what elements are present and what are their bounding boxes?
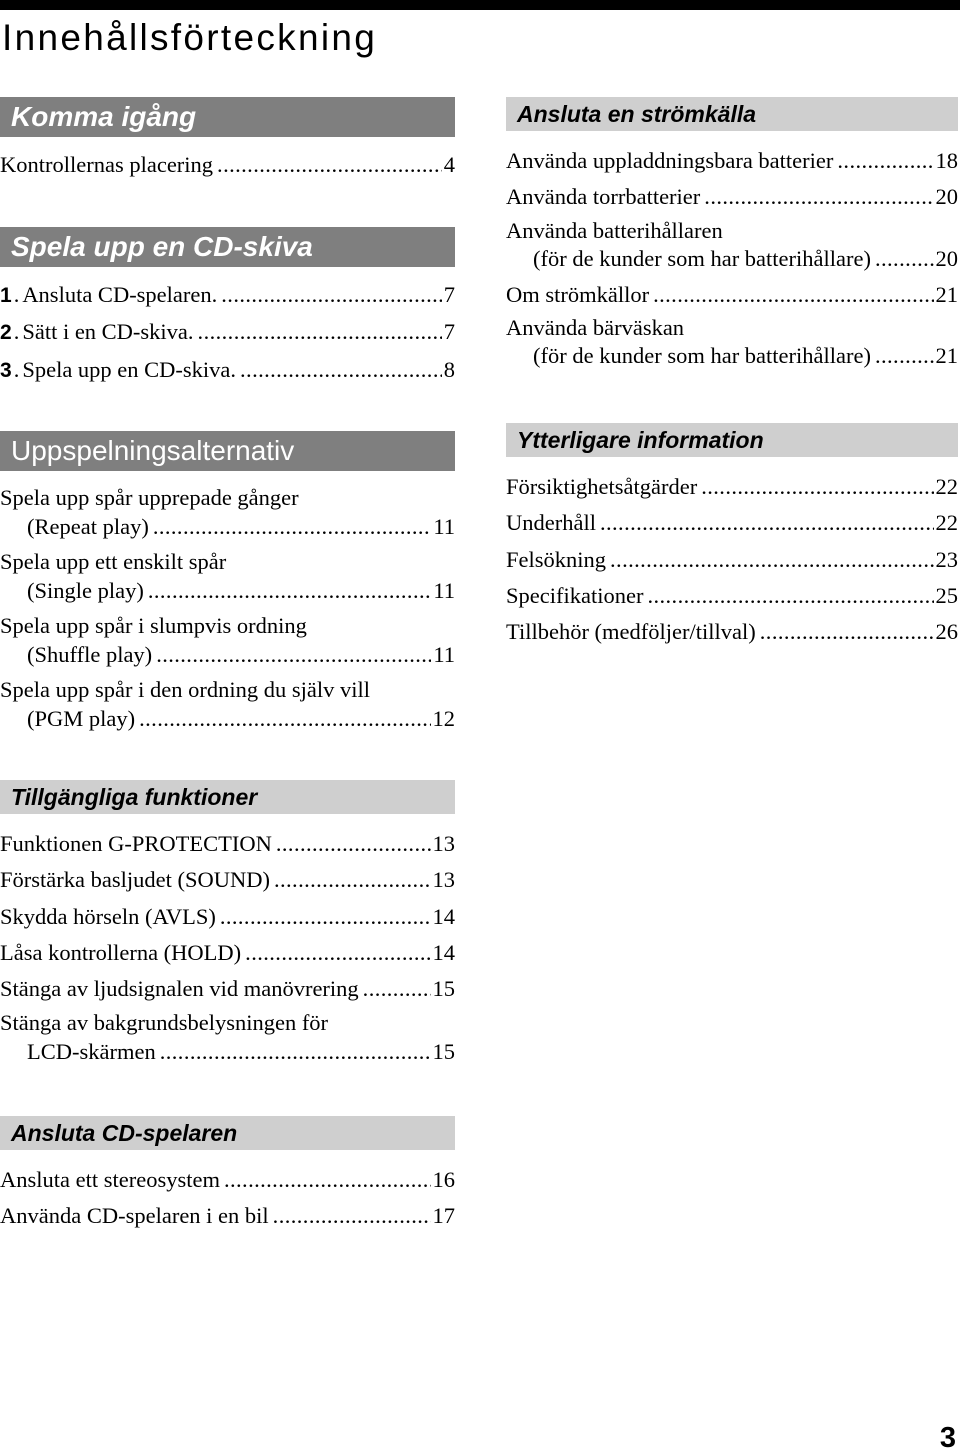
entry-title: Försiktighetsåtgärder [506, 474, 698, 499]
toc-entry[interactable] [0, 481, 455, 545]
entry-page: 13 [432, 867, 455, 893]
toc-entry[interactable] [0, 899, 455, 935]
section-ytterligare-information [506, 423, 958, 650]
entry-page: 21 [935, 343, 958, 369]
toc-entry[interactable] [0, 862, 455, 898]
dot-leader [274, 862, 431, 898]
section-heading: Uppspelningsalternativ [0, 431, 455, 471]
entry-title: Spela upp spår i slumpvis ordning [0, 613, 307, 638]
toc-entry[interactable] [0, 971, 455, 1007]
entry-title: Stänga av bakgrundsbelysningen för [0, 1010, 329, 1036]
entry-title: Stänga av ljudsignalen vid manövrering [0, 976, 359, 1002]
toc-entry[interactable] [506, 216, 958, 277]
section-heading: Ansluta en strömkälla [506, 97, 958, 131]
entry-page: 4 [443, 152, 455, 177]
section-heading: Ytterligare information [506, 423, 958, 457]
entry-page: 14 [432, 939, 455, 965]
toc-entry[interactable] [0, 1162, 455, 1198]
entry-page: 20 [935, 246, 958, 272]
toc-entry[interactable] [506, 179, 958, 215]
step-number: 3 [0, 358, 12, 382]
section-spela-upp [0, 227, 455, 389]
entry-title: Kontrollernas placering [0, 152, 214, 177]
toc-entry[interactable] [0, 673, 455, 737]
entry-page: 7 [443, 319, 455, 345]
dot-leader [220, 899, 431, 935]
entry-title: Sätt i en CD-skiva. [22, 319, 194, 345]
toc-entry[interactable] [0, 609, 455, 673]
toc-entry[interactable] [0, 147, 455, 183]
section-heading: Ansluta CD-spelaren [0, 1116, 455, 1150]
entry-page: 17 [432, 1203, 455, 1229]
dot-leader [610, 542, 933, 578]
entry-title: Använda torrbatterier [506, 184, 701, 210]
step-number: 1 [0, 284, 12, 307]
dot-leader [363, 971, 431, 1007]
entry-subtitle: (för de kunder som har batterihållare) [533, 246, 871, 272]
toc-entry[interactable] [506, 542, 958, 578]
section-heading: Tillgängliga funktioner [0, 780, 455, 814]
toc-entry[interactable] [506, 313, 958, 375]
entry-page: 8 [443, 356, 455, 382]
dot-leader [875, 342, 934, 371]
entry-title: Använda bärväskan [506, 314, 685, 340]
entry-subtitle: (Single play) [27, 577, 144, 603]
toc-entry[interactable] [506, 469, 958, 505]
toc-entry[interactable] [0, 1198, 455, 1234]
entry-page: 22 [935, 510, 958, 536]
page-title: Innehållsförteckning [2, 17, 378, 58]
dot-leader [875, 245, 934, 274]
toc-entry[interactable] [0, 277, 455, 314]
dot-leader [198, 314, 442, 350]
entry-page: 20 [935, 184, 958, 210]
toc-entry[interactable] [506, 143, 958, 179]
dot-leader [148, 577, 431, 606]
entry-page: 22 [935, 474, 958, 499]
entry-page: 11 [433, 513, 455, 539]
entry-page: 18 [935, 148, 958, 173]
step-separator: . [13, 356, 20, 382]
toc-entry[interactable] [0, 1007, 455, 1070]
dot-leader [276, 826, 431, 862]
toc-entry[interactable] [0, 935, 455, 971]
section-tillgangliga-funktioner [0, 780, 455, 1070]
dot-leader [221, 277, 441, 313]
entry-subtitle: (PGM play) [27, 705, 136, 731]
step-separator: . [13, 282, 20, 307]
entry-title: Spela upp ett enskilt spår [0, 549, 227, 574]
entry-title: Förstärka basljudet (SOUND) [0, 867, 270, 893]
entry-page: 16 [432, 1167, 455, 1192]
entry-title: Felsökning [506, 546, 607, 572]
dot-leader [139, 705, 430, 734]
toc-entry[interactable] [506, 505, 958, 541]
entry-subtitle: (för de kunder som har batterihållare) [533, 343, 871, 369]
entry-page: 15 [432, 1038, 455, 1064]
entry-title: Tillbehör (medföljer/tillval) [506, 619, 756, 645]
entry-page: 13 [432, 831, 455, 856]
dot-leader [240, 352, 442, 388]
dot-leader [600, 505, 934, 541]
dot-leader [245, 935, 430, 971]
dot-leader [653, 277, 933, 313]
dot-leader [760, 614, 934, 650]
page-number: 3 [939, 1422, 956, 1454]
entry-title: Ansluta ett stereosystem [0, 1167, 220, 1192]
dot-leader [647, 578, 933, 614]
section-uppspelningsalternativ [0, 431, 455, 737]
entry-title: Spela upp spår i den ordning du själv vill [0, 677, 370, 702]
entry-title: Använda batterihållaren [506, 217, 723, 243]
step-number: 2 [0, 321, 12, 345]
entry-subtitle: LCD-skärmen [27, 1038, 156, 1064]
dot-leader [224, 1162, 431, 1198]
section-ansluta-stromkalla [506, 97, 958, 375]
entry-title: Spela upp spår upprepade gånger [0, 485, 299, 510]
section-heading: Spela upp en CD-skiva [0, 227, 455, 267]
dot-leader [704, 179, 933, 215]
entry-title: Skydda hörseln (AVLS) [0, 903, 216, 929]
entry-title: Specifikationer [506, 582, 644, 608]
top-rule [0, 0, 960, 10]
toc-entry[interactable] [0, 314, 455, 351]
entry-title: Använda uppladdningsbara batterier [506, 148, 834, 173]
entry-page: 15 [432, 976, 455, 1002]
toc-entry[interactable] [506, 578, 958, 614]
entry-page: 11 [433, 577, 455, 603]
dot-leader [837, 143, 933, 179]
section-ansluta-cd-spelaren [0, 1116, 455, 1235]
dot-leader [217, 147, 442, 183]
toc-entry[interactable] [0, 545, 455, 609]
dot-leader [160, 1038, 431, 1067]
section-heading: Komma igång [0, 97, 455, 137]
entry-title: Ansluta CD-spelaren. [22, 282, 218, 307]
entry-page: 26 [935, 619, 958, 645]
entry-title: Funktionen G-PROTECTION [0, 831, 272, 856]
entry-page: 7 [443, 282, 455, 307]
entry-page: 11 [433, 641, 455, 667]
entry-title: Underhåll [506, 510, 596, 536]
step-separator: . [13, 319, 20, 345]
entry-page: 25 [935, 582, 958, 608]
entry-title: Spela upp en CD-skiva. [22, 356, 237, 382]
entry-page: 23 [935, 546, 958, 572]
entry-title: Låsa kontrollerna (HOLD) [0, 939, 242, 965]
dot-leader [701, 469, 933, 505]
entry-page: 14 [432, 903, 455, 929]
entry-page: 12 [432, 705, 455, 731]
entry-page: 21 [935, 281, 958, 307]
dot-leader [273, 1198, 431, 1234]
entry-subtitle: (Shuffle play) [27, 641, 153, 667]
entry-title: Använda CD-spelaren i en bil [0, 1203, 269, 1229]
section-komma-igang [0, 97, 455, 183]
toc-entry[interactable] [506, 277, 958, 313]
toc-entry[interactable] [0, 352, 455, 389]
dot-leader [153, 513, 432, 542]
toc-entry[interactable] [506, 614, 958, 650]
entry-subtitle: (Repeat play) [27, 513, 149, 539]
entry-title: Om strömkällor [506, 281, 650, 307]
toc-entry[interactable] [0, 826, 455, 862]
dot-leader [156, 641, 431, 670]
